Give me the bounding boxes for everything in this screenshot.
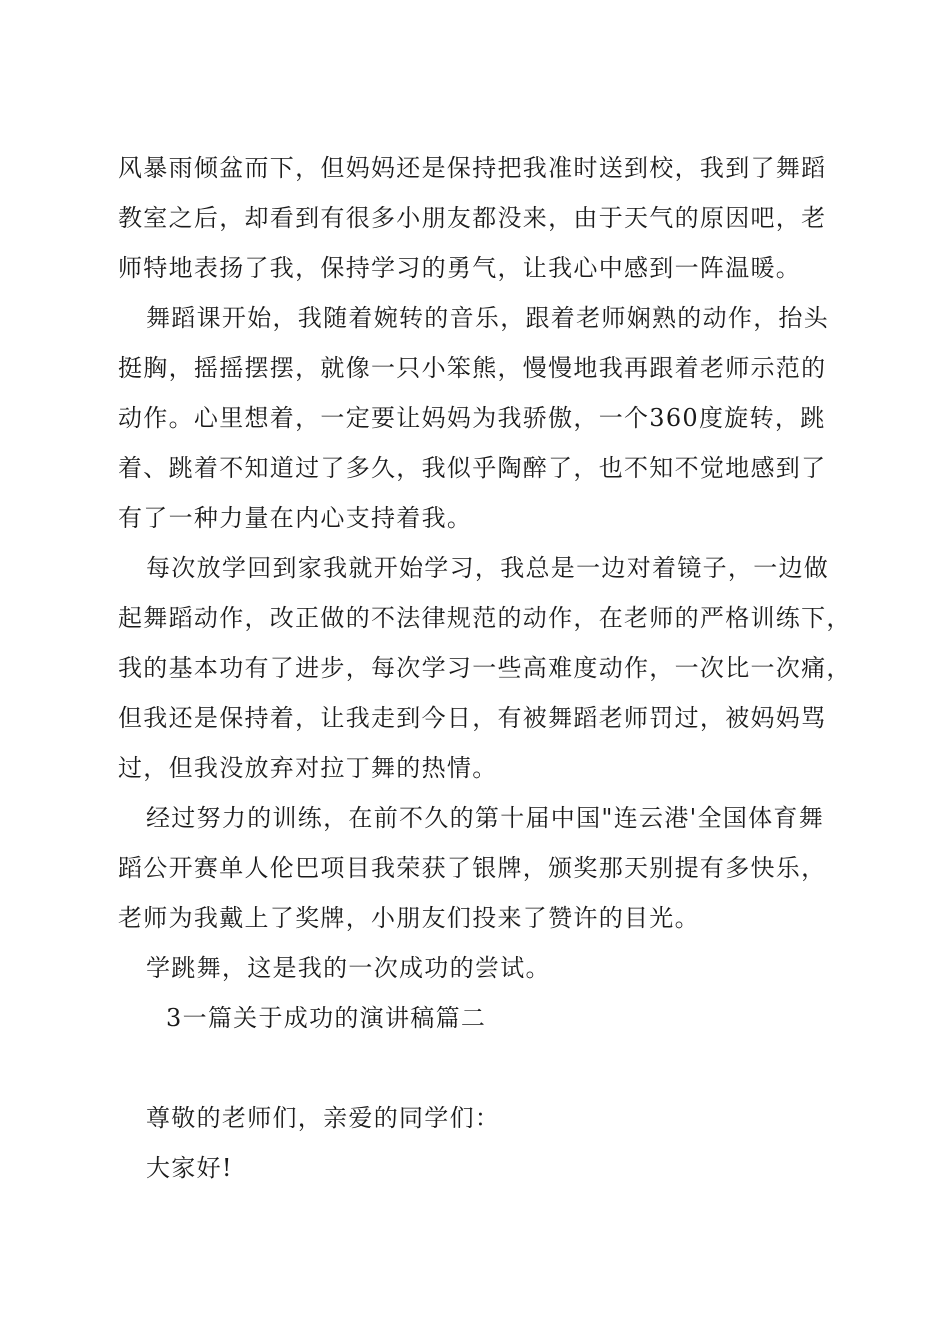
- text-line: 风暴雨倾盆而下，但妈妈还是保持把我准时送到校，我到了舞蹈: [118, 154, 827, 182]
- text-line: 挺胸，摇摇摆摆，就像一只小笨熊，慢慢地我再跟着老师示范的: [118, 354, 827, 382]
- text-line: 动作。心里想着，一定要让妈妈为我骄傲，一个360度旋转，跳: [118, 404, 826, 432]
- speech-salutation: 尊敬的老师们，亲爱的同学们：: [146, 1104, 501, 1132]
- text-line: 过，但我没放弃对拉丁舞的热情。: [118, 754, 498, 782]
- text-line: 蹈公开赛单人伦巴项目我荣获了银牌，颁奖那天别提有多快乐，: [118, 854, 827, 882]
- text-line: 起舞蹈动作，改正做的不法律规范的动作，在老师的严格训练下，: [118, 604, 852, 632]
- paragraph-start-line: 每次放学回到家我就开始学习，我总是一边对着镜子，一边做: [146, 554, 830, 582]
- text-line: 着、跳着不知道过了多久，我似乎陶醉了，也不知不觉地感到了: [118, 454, 827, 482]
- paragraph-start-line: 学跳舞，这是我的一次成功的尝试。: [146, 954, 551, 982]
- paragraph-start-line: 经过努力的训练，在前不久的第十届中国"连云港'全国体育舞: [146, 804, 825, 832]
- text-line: 老师为我戴上了奖牌，小朋友们投来了赞许的目光。: [118, 904, 700, 932]
- section-heading: 3一篇关于成功的演讲稿篇二: [166, 1004, 487, 1032]
- text-line: 我的基本功有了进步，每次学习一些高难度动作，一次比一次痛，: [118, 654, 852, 682]
- text-line: 师特地表扬了我，保持学习的勇气，让我心中感到一阵温暖。: [118, 254, 802, 282]
- text-line: 但我还是保持着，让我走到今日，有被舞蹈老师罚过，被妈妈骂: [118, 704, 827, 732]
- text-line: 教室之后，却看到有很多小朋友都没来，由于天气的原因吧，老: [118, 204, 827, 232]
- text-line: 有了一种力量在内心支持着我。: [118, 504, 473, 532]
- speech-greeting: 大家好!: [146, 1154, 233, 1182]
- paragraph-start-line: 舞蹈课开始，我随着婉转的音乐，跟着老师娴熟的动作，抬头: [146, 304, 830, 332]
